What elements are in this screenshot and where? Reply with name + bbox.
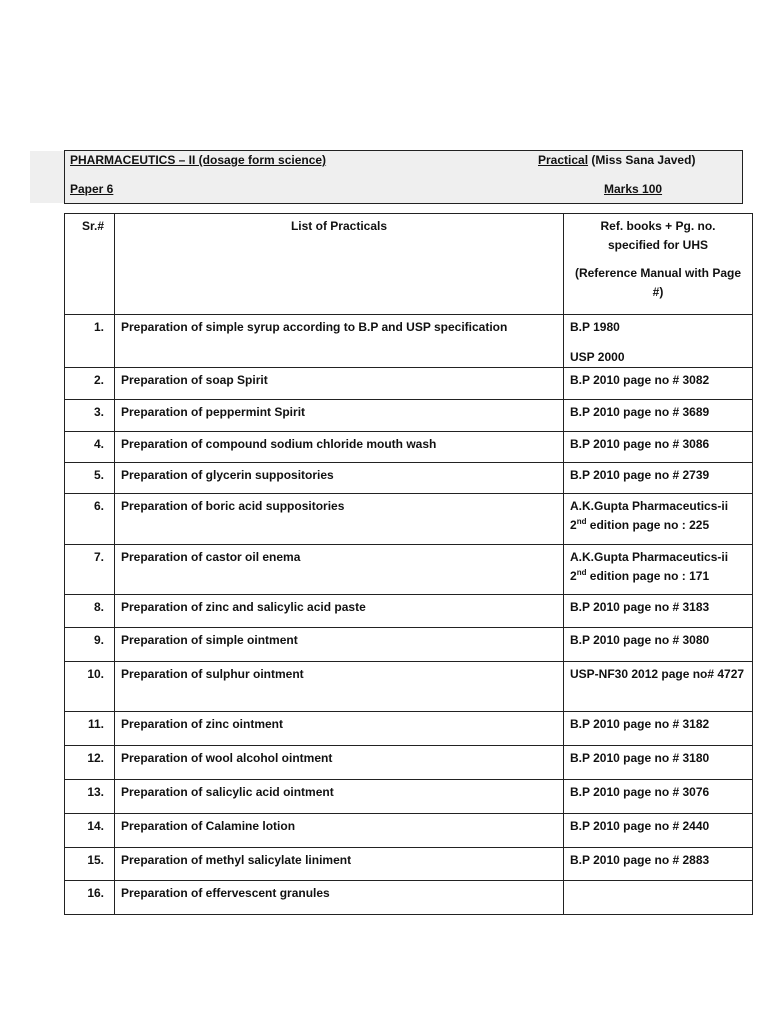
practicals-body (65, 315, 753, 915)
row-number: 13. (65, 780, 115, 814)
ref-text: B.P 2010 page no # 3180 (570, 751, 710, 765)
practical-name: Preparation of salicylic acid ointment (115, 780, 564, 814)
ref-text: B.P 2010 page no # 3082 (570, 373, 710, 387)
table-row (65, 595, 753, 628)
practical-label: Practical (538, 153, 589, 167)
table-row (65, 315, 753, 368)
col-list-header: List of Practicals (115, 214, 564, 315)
table-row (65, 712, 753, 746)
practical-name: Preparation of sulphur ointment (115, 662, 564, 712)
reference-cell (564, 400, 753, 432)
reference-cell (564, 712, 753, 746)
ref-text: B.P 2010 page no # 3086 (570, 437, 710, 451)
ref-header-line2: specified for UHS (607, 238, 709, 252)
row-number: 6. (65, 494, 115, 545)
table-row (65, 814, 753, 848)
ref-text: B.P 2010 page no # 2739 (570, 468, 710, 482)
practical-name: Preparation of soap Spirit (115, 368, 564, 400)
edition-suffix: nd (576, 517, 587, 526)
marks: Marks 100 (604, 182, 663, 196)
reference-cell (564, 463, 753, 494)
ref-text: B.P 2010 page no # 3183 (570, 600, 710, 614)
row-number: 3. (65, 400, 115, 432)
ref-text: B.P 2010 page no # 3076 (570, 785, 710, 799)
practical-name: Preparation of simple ointment (115, 628, 564, 662)
ref-text: A.K.Gupta Pharmaceutics-ii (570, 499, 729, 513)
reference-cell (564, 494, 753, 545)
practical-name: Preparation of Calamine lotion (115, 814, 564, 848)
reference-cell (564, 848, 753, 881)
table-row (65, 881, 753, 915)
col-ref-header (564, 214, 753, 315)
table-row (65, 494, 753, 545)
row-number: 1. (65, 315, 115, 368)
reference-cell (564, 432, 753, 463)
row-number: 8. (65, 595, 115, 628)
row-number: 10. (65, 662, 115, 712)
paper-number: Paper 6 (70, 182, 114, 196)
row-number: 14. (65, 814, 115, 848)
table-row (65, 848, 753, 881)
practical-name: Preparation of wool alcohol ointment (115, 746, 564, 780)
course-title: PHARMACEUTICS – II (dosage form science) (70, 153, 327, 167)
edition-number: 2 (570, 518, 577, 532)
header-box (64, 150, 743, 204)
ref-text: A.K.Gupta Pharmaceutics-ii (570, 550, 729, 564)
table-row (65, 628, 753, 662)
col-sr-header: Sr.# (65, 214, 115, 315)
row-number: 5. (65, 463, 115, 494)
instructor-name: (Miss Sana Javed) (591, 153, 696, 167)
table-row (65, 545, 753, 595)
edition-text: edition page no : 225 (586, 518, 710, 532)
ref-header-line3: (Reference Manual with Page #) (574, 266, 742, 299)
ref-text-2: USP 2000 (570, 350, 625, 364)
reference-cell (564, 881, 753, 915)
practical-name: Preparation of methyl salicylate liniment (115, 848, 564, 881)
table-row (65, 368, 753, 400)
reference-cell (564, 662, 753, 712)
row-number: 4. (65, 432, 115, 463)
practical-name: Preparation of effervescent granules (115, 881, 564, 915)
edition-suffix: nd (576, 568, 587, 577)
reference-cell (564, 746, 753, 780)
edition-text: edition page no : 171 (586, 569, 710, 583)
ref-text: USP-NF30 2012 page no# 4727 (570, 667, 745, 681)
reference-cell (564, 315, 753, 368)
row-number: 11. (65, 712, 115, 746)
ref-text: B.P 2010 page no # 2883 (570, 853, 710, 867)
table-row (65, 432, 753, 463)
table-row (65, 463, 753, 494)
ref-text: B.P 2010 page no # 3080 (570, 633, 710, 647)
practical-instructor (538, 153, 695, 167)
row-number: 2. (65, 368, 115, 400)
row-number: 7. (65, 545, 115, 595)
ref-header-line1: Ref. books + Pg. no. (600, 219, 716, 233)
practical-name: Preparation of simple syrup according to B.P and USP specification (115, 315, 564, 368)
ref-text: B.P 2010 page no # 3182 (570, 717, 710, 731)
practical-name: Preparation of castor oil enema (115, 545, 564, 595)
practical-name: Preparation of peppermint Spirit (115, 400, 564, 432)
row-number: 9. (65, 628, 115, 662)
practicals-table (64, 213, 753, 915)
reference-cell (564, 780, 753, 814)
reference-cell (564, 814, 753, 848)
table-row (65, 780, 753, 814)
practical-name: Preparation of boric acid suppositories (115, 494, 564, 545)
reference-cell (564, 595, 753, 628)
practical-name: Preparation of zinc ointment (115, 712, 564, 746)
edition-number: 2 (570, 569, 577, 583)
reference-cell (564, 628, 753, 662)
table-header-row (65, 214, 753, 315)
table-row (65, 662, 753, 712)
practical-name: Preparation of zinc and salicylic acid paste (115, 595, 564, 628)
table-row (65, 400, 753, 432)
reference-cell (564, 545, 753, 595)
ref-text: B.P 2010 page no # 2440 (570, 819, 710, 833)
table-row (65, 746, 753, 780)
ref-text: B.P 1980 (570, 320, 620, 334)
row-number: 15. (65, 848, 115, 881)
reference-cell (564, 368, 753, 400)
row-number: 16. (65, 881, 115, 915)
ref-text: B.P 2010 page no # 3689 (570, 405, 710, 419)
practical-name: Preparation of glycerin suppositories (115, 463, 564, 494)
practical-name: Preparation of compound sodium chloride mouth wash (115, 432, 564, 463)
row-number: 12. (65, 746, 115, 780)
